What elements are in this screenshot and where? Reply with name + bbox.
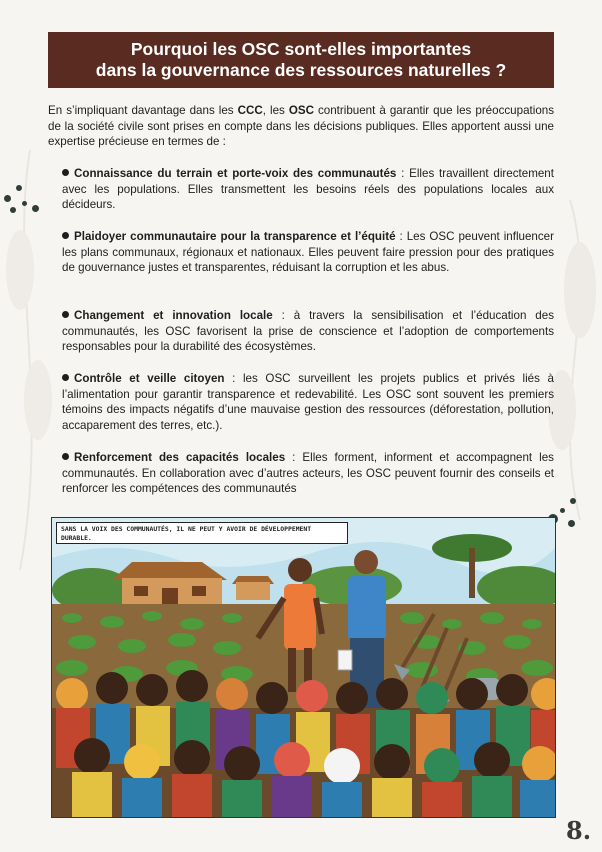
bullet-icon: [62, 453, 69, 460]
item-heading: Changement et innovation locale: [74, 309, 273, 322]
intro-text-2: , les: [262, 104, 289, 117]
item-heading: Plaidoyer communautaire pour la transparence et l’équité: [74, 230, 396, 243]
item-heading: Renforcement des capacités locales: [74, 451, 286, 464]
illustration-artwork: [52, 518, 555, 817]
title-line-2: dans la gouvernance des ressources naturelles ?: [95, 60, 507, 80]
community-meeting-illustration: [51, 517, 556, 818]
page-title: [48, 32, 554, 88]
intro-paragraph: [48, 103, 554, 150]
item-text: : les OSC surveillent les projets publics et privés liés à l’alimentation pour garantir transparence et redevabilité. Les OSC sont souvent les premiers témoins des impacts négatifs d’une mauvaise gestion des ressources (déforestation, pollution, accaparement des terres, etc.).: [62, 372, 554, 432]
item-text: : Elles travaillent directement avec les populations. Elles transmettent les besoins réels des populations locales aux décideurs.: [62, 167, 554, 212]
item-text: : Elles forment, informent et accompagnent les communautés. En collaboration avec d’autres acteurs, les OSC peuvent fournir des conseils et renforcer les compétences des communautés: [62, 451, 554, 496]
intro-osc: OSC: [288, 104, 314, 117]
page-number: 8.: [566, 816, 592, 845]
illustration-caption: SANS LA VOIX DES COMMUNAUTÉS, IL NE PEUT Y AVOIR DE DÉVELOPPEMENT DURABLE.: [56, 522, 348, 544]
bullet-icon: [62, 169, 69, 176]
decorative-dots-left: [2, 185, 42, 215]
list-item: [62, 371, 554, 433]
item-heading: Contrôle et veille citoyen: [74, 372, 225, 385]
list-item: [62, 166, 554, 213]
list-item: [62, 308, 554, 355]
list-item: [62, 450, 554, 497]
bullet-icon: [62, 374, 69, 381]
intro-text-1: En s’impliquant davantage dans les: [48, 104, 238, 117]
item-text: : à travers la sensibilisation et l’éducation des communautés, les OSC favorisent la prise de conscience et l’adoption de comportements responsables pour la durabilité des écosystèmes.: [62, 309, 554, 354]
intro-ccc: CCC: [237, 104, 263, 117]
bullet-icon: [62, 311, 69, 318]
list-item: [62, 229, 554, 276]
intro-text-3: contribuent à garantir que les préoccupations de la société civile sont prises en compte dans les décisions publiques. Elles apportent aussi une expertise précieuse en termes de :: [48, 104, 555, 148]
item-text: : Les OSC peuvent influencer les plans communaux, régionaux et nationaux. Elles peuvent faire pression pour des pratiques de gouvernance justes et transparentes, réduisant la corruption et les abus.: [62, 230, 554, 275]
item-heading: Connaissance du terrain et porte-voix des communautés: [74, 167, 397, 180]
bullet-icon: [62, 232, 69, 239]
title-line-1: Pourquoi les OSC sont-elles importantes: [130, 39, 472, 59]
